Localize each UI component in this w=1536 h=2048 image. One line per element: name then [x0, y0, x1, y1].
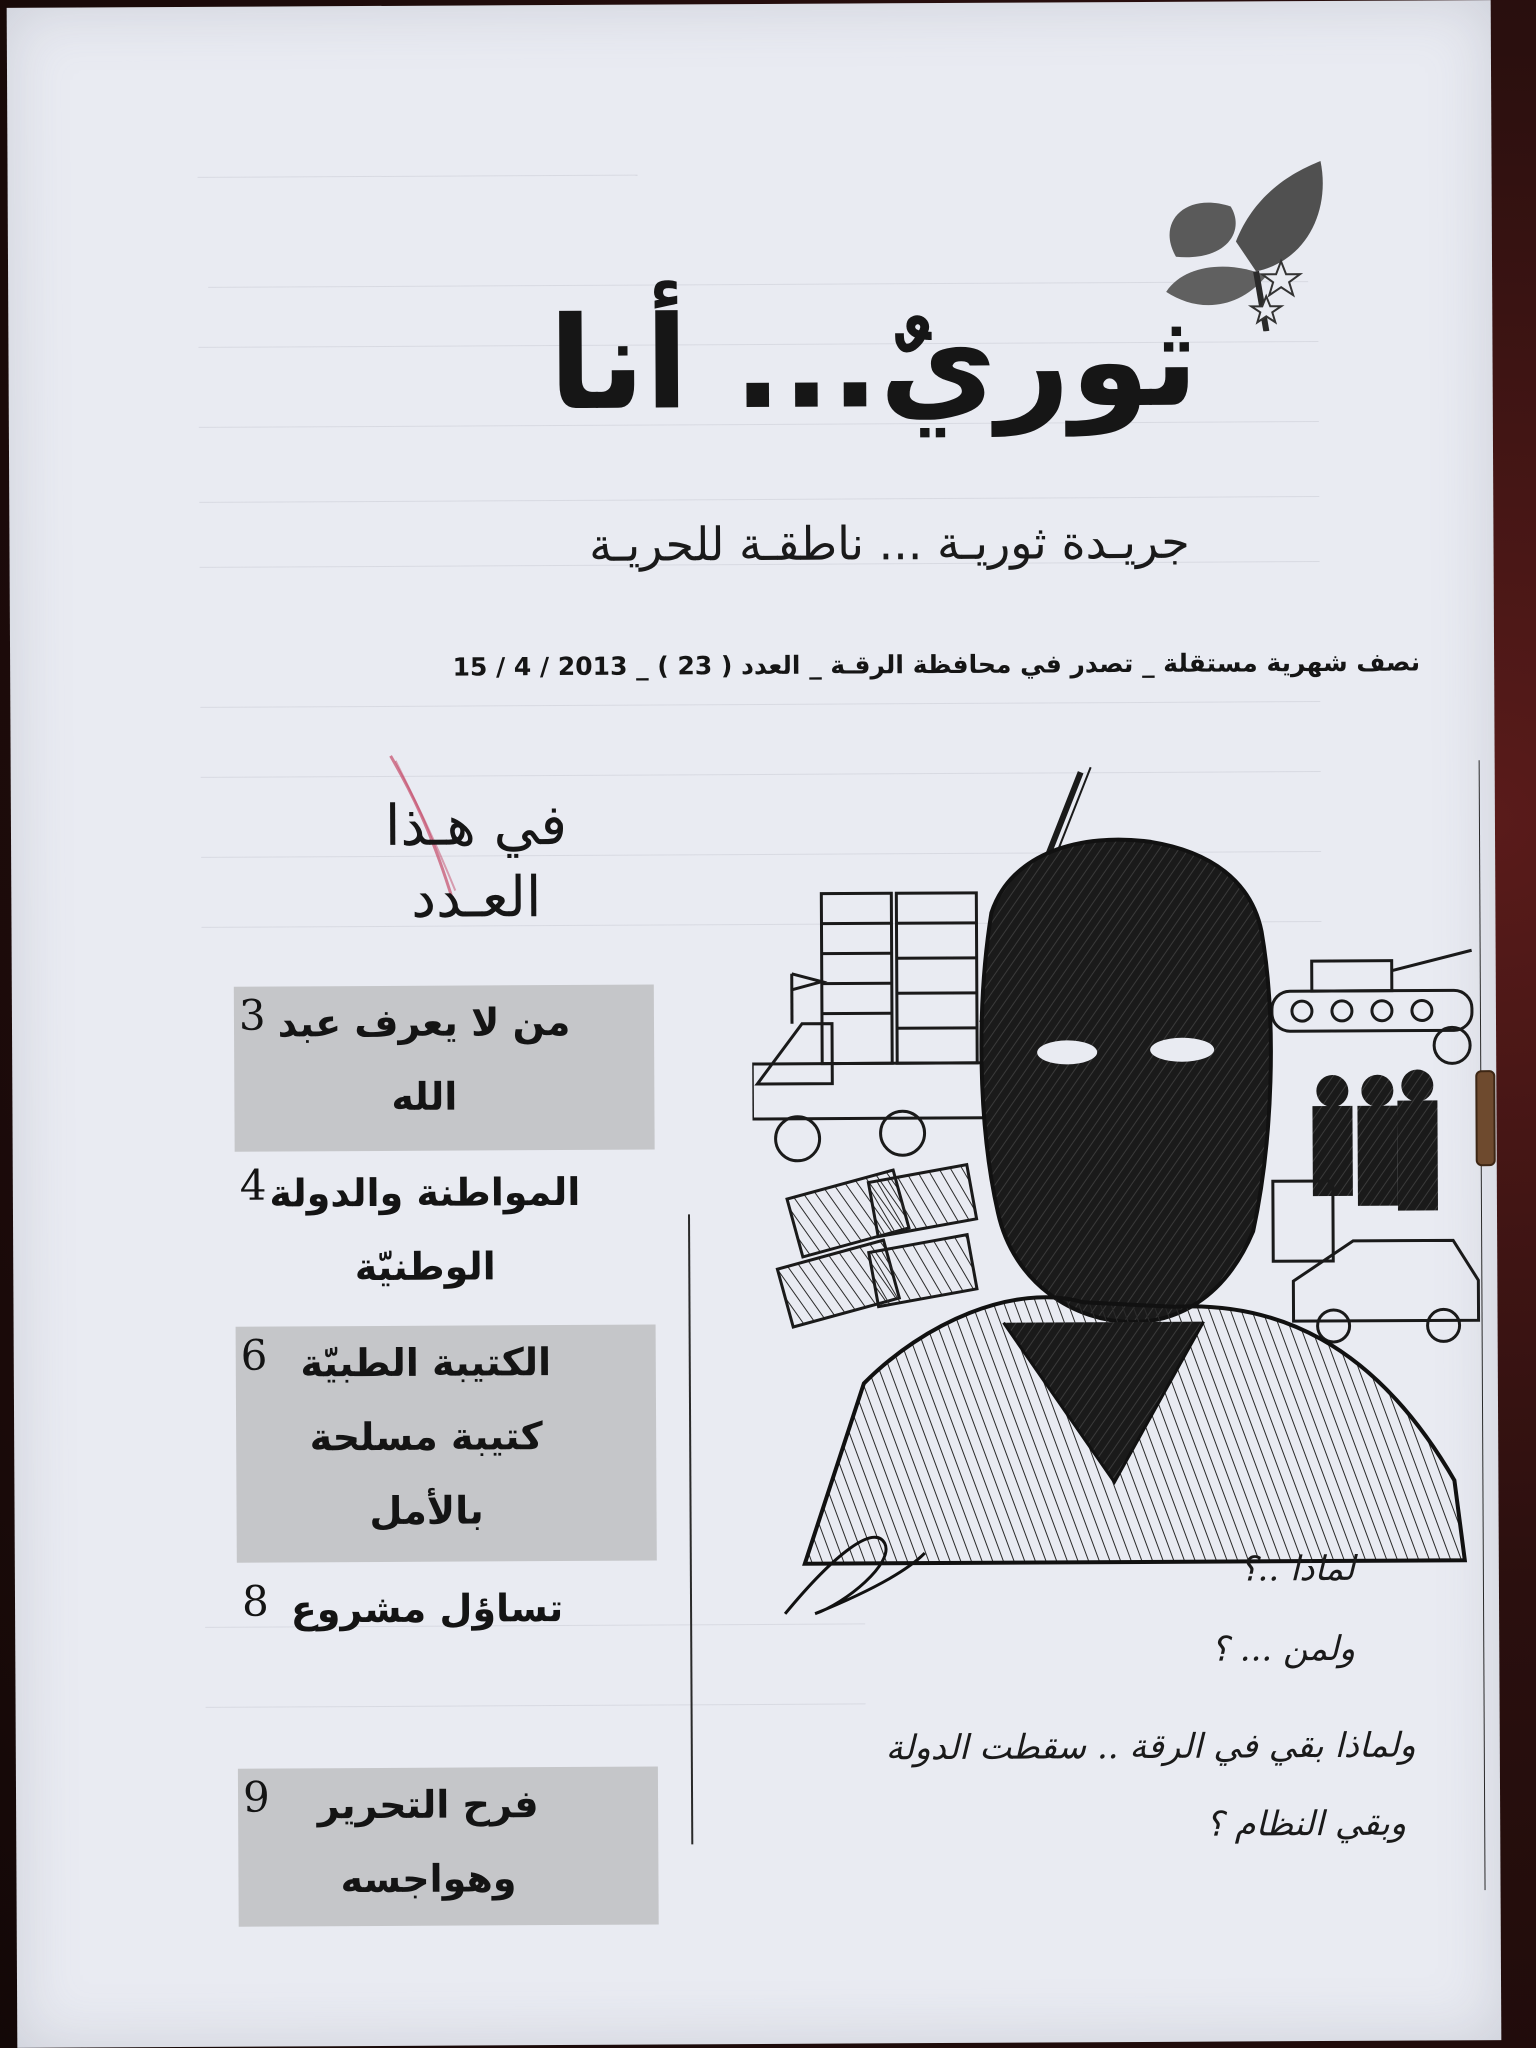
- toc-item-page-number: 6: [240, 1330, 268, 1380]
- issue-info-line: نصف شهرية مستقلة _ تصدر في محافظة الرقـة _ العدد ( 23 ) _ 2013 / 4 / 15: [452, 647, 1421, 682]
- toc-item-page-number: 8: [241, 1576, 269, 1626]
- toc-item-page-8: [237, 1571, 658, 1763]
- toc-item-page-3: [234, 985, 655, 1152]
- toc-item-page-number: 3: [238, 990, 266, 1040]
- handwriting-line-2: ولمن ... ؟: [1210, 1628, 1356, 1670]
- toc-heading: في هـذا العـدد: [384, 792, 568, 931]
- masked-figure-cartoon: [751, 760, 1486, 1634]
- toc-item-page-9: [238, 1767, 659, 1927]
- toc-item-page-4: [235, 1155, 656, 1317]
- masthead-slogan: جريـدة ثوريـة ... ناطقـة للحريـة: [589, 514, 1190, 572]
- toc-item-title: من لا يعرف عبد الله: [277, 999, 571, 1119]
- newspaper-page: [7, 0, 1502, 2048]
- toc-item-page-number: 9: [242, 1772, 270, 1822]
- handwriting-line-3: ولماذا بقي في الرقة .. سقطت الدولة: [885, 1725, 1416, 1769]
- toc-item-title: تساؤل مشروع: [290, 1586, 564, 1632]
- handwriting-line-4: وبقي النظام ؟: [1205, 1803, 1407, 1845]
- handwriting-line-1: لماذا ..؟: [1239, 1548, 1355, 1590]
- masthead-title: ثوريٌ... أنا: [548, 286, 1199, 440]
- toc-item-title: الكتيبة الطبيّة كتيبة مسلحة بالأمل: [300, 1340, 552, 1534]
- toc-item-title: فرح التحرير وهواجسه: [317, 1782, 539, 1902]
- binder-clip: [1475, 1070, 1496, 1166]
- toc-item-title: المواطنة والدولة الوطنيّة: [269, 1169, 581, 1290]
- toc-item-page-number: 4: [239, 1160, 267, 1210]
- toc-item-page-6: [236, 1325, 657, 1563]
- column-divider: [688, 1214, 693, 1844]
